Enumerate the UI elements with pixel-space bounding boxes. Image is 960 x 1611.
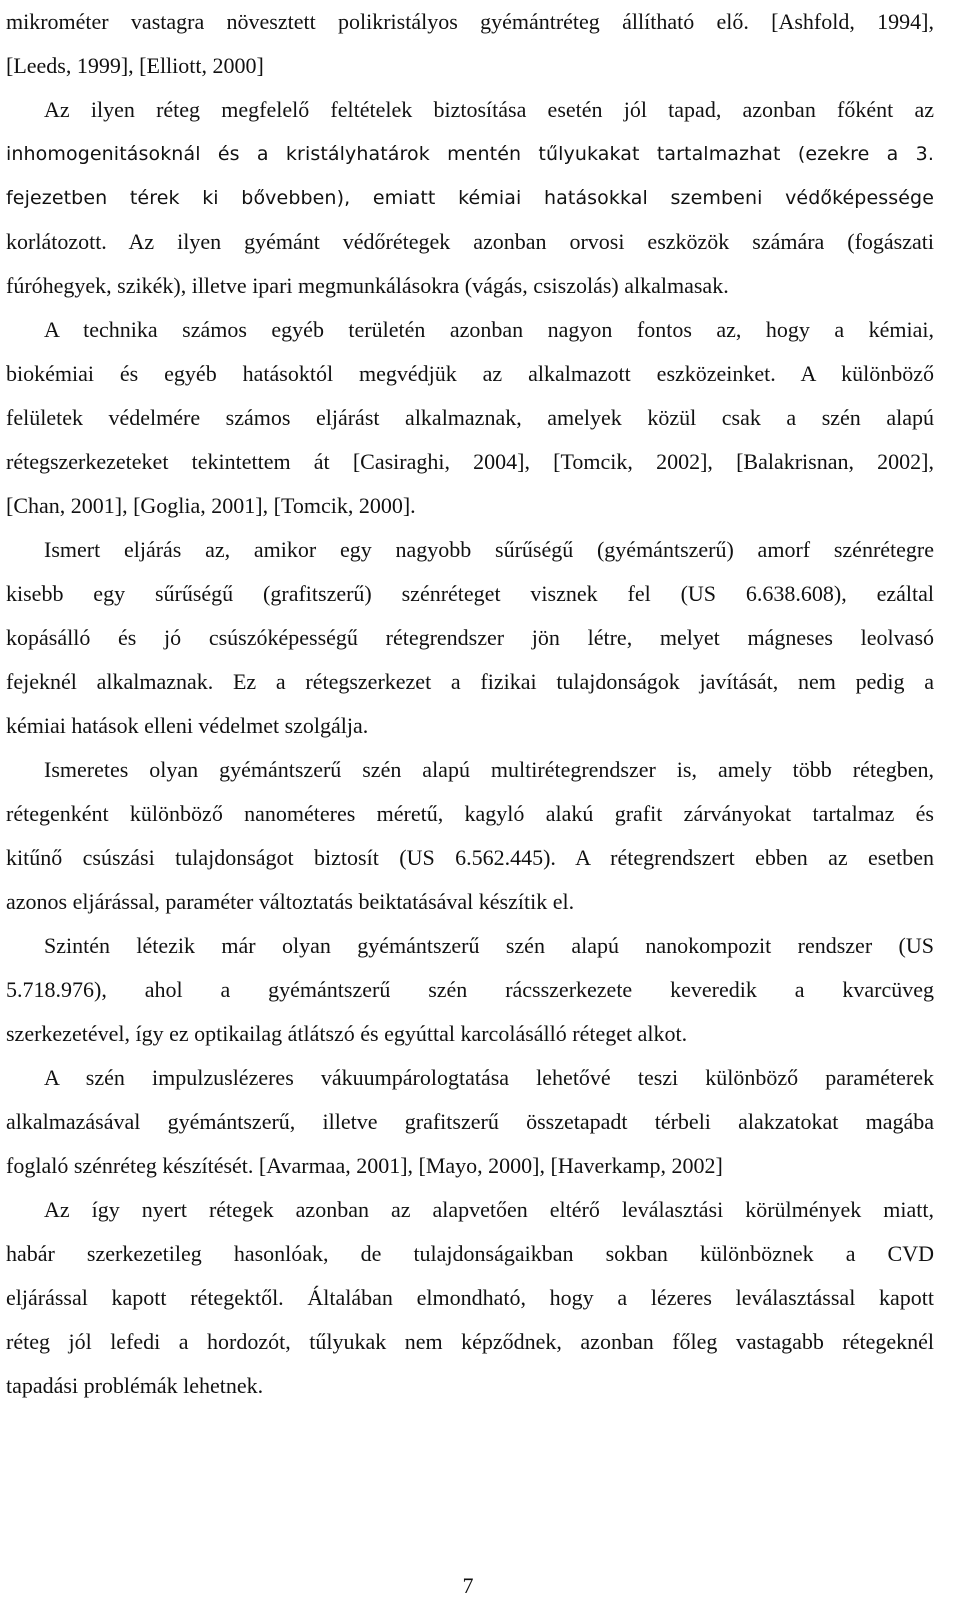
page-number: 7 — [462, 1573, 474, 1598]
text-line: korlátozott. Az ilyen gyémánt védőrétegek azonban orvosi eszközök számára (fogászati — [6, 229, 934, 254]
text-line: A technika számos egyéb területén azonban nagyon fontos az, hogy a kémiai, — [44, 317, 934, 342]
paragraph — [6, 1188, 934, 1408]
paragraph — [6, 88, 934, 308]
text-line: azonos eljárással, paraméter változtatás beiktatásával készítik el. — [6, 889, 575, 914]
text-line: Az ilyen réteg megfelelő feltételek biztosítása esetén jól tapad, azonban főként az — [44, 97, 934, 122]
text-line: kémiai hatások elleni védelmet szolgálja. — [6, 713, 369, 738]
text-line: Szintén létezik már olyan gyémántszerű szén alapú nanokompozit rendszer (US — [44, 933, 934, 958]
text-line: Az így nyert rétegek azonban az alapvetően eltérő leválasztási körülmények miatt, — [44, 1197, 934, 1222]
paragraph — [6, 0, 934, 88]
paragraph — [6, 924, 934, 1056]
text-line: A szén impulzuslézeres vákuumpárologtatása lehetővé teszi különböző paraméterek — [44, 1065, 934, 1090]
text-line: Ismert eljárás az, amikor egy nagyobb sűrűségű (gyémántszerű) amorf szénrétegre — [44, 537, 934, 562]
paragraph — [6, 1056, 934, 1188]
text-line: kopásálló és jó csúszóképességű rétegrendszer jön létre, melyet mágneses leolvasó — [6, 625, 934, 650]
text-line: fúróhegyek, szikék), illetve ipari megmunkálásokra (vágás, csiszolás) alkalmasak. — [6, 273, 729, 298]
paragraph — [6, 528, 934, 748]
text-line: rétegenként különböző nanométeres méretű, kagyló alakú grafit zárványokat tartalmaz és — [6, 801, 934, 826]
text-line: tapadási problémák lehetnek. — [6, 1373, 264, 1398]
text-line: kisebb egy sűrűségű (grafitszerű) szénréteget visznek fel (US 6.638.608), ezáltal — [6, 581, 934, 606]
document-page — [6, 0, 934, 1408]
paragraph — [6, 308, 934, 528]
text-line: fejeknél alkalmaznak. Ez a rétegszerkezet a fizikai tulajdonságok javítását, nem pedig a — [6, 669, 934, 694]
text-line: mikrométer vastagra növesztett polikristályos gyémántréteg állítható elő. [Ashfold, 1994], — [6, 9, 934, 34]
text-line: eljárással kapott rétegektől. Általában elmondható, hogy a lézeres leválasztással kapott — [6, 1285, 934, 1310]
text-line: habár szerkezetileg hasonlóak, de tulajdonságaikban sokban különböznek a CVD — [6, 1241, 934, 1266]
text-line: rétegszerkezeteket tekintettem át [Casiraghi, 2004], [Tomcik, 2002], [Balakrisnan, 2002], — [6, 449, 934, 474]
paragraph — [6, 748, 934, 924]
text-line: kitűnő csúszási tulajdonságot biztosít (US 6.562.445). A rétegrendszert ebben az esetben — [6, 845, 934, 870]
text-line: biokémiai és egyéb hatásoktól megvédjük az alkalmazott eszközeinket. A különböző — [6, 361, 934, 386]
text-line: Ismeretes olyan gyémántszerű szén alapú multirétegrendszer is, amely több rétegben, — [44, 757, 934, 782]
text-line: [Chan, 2001], [Goglia, 2001], [Tomcik, 2000]. — [6, 493, 416, 518]
text-line: felületek védelmére számos eljárást alkalmaznak, amelyek közül csak a szén alapú — [6, 405, 934, 430]
text-line: foglaló szénréteg készítését. [Avarmaa, 2001], [Mayo, 2000], [Haverkamp, 2002] — [6, 1153, 723, 1178]
text-line: alkalmazásával gyémántszerű, illetve grafitszerű összetapadt térbeli alakzatokat magába — [6, 1109, 934, 1134]
text-line: réteg jól lefedi a hordozót, tűlyukak nem képződnek, azonban főleg vastagabb rétegeknél — [6, 1329, 934, 1354]
text-line: szerkezetével, így ez optikailag átlátszó és egyúttal karcolásálló réteget alkot. — [6, 1021, 688, 1046]
text-line: fejezetben térek ki bővebben), emiatt kémiai hatásokkal szembeni védőképessége — [6, 187, 934, 209]
text-line: inhomogenitásoknál és a kristályhatárok mentén tűlyukakat tartalmazhat (ezekre a 3. — [6, 143, 934, 165]
text-line: 5.718.976), ahol a gyémántszerű szén rácsszerkezete keveredik a kvarcüveg — [6, 977, 934, 1002]
text-line: [Leeds, 1999], [Elliott, 2000] — [6, 53, 264, 78]
